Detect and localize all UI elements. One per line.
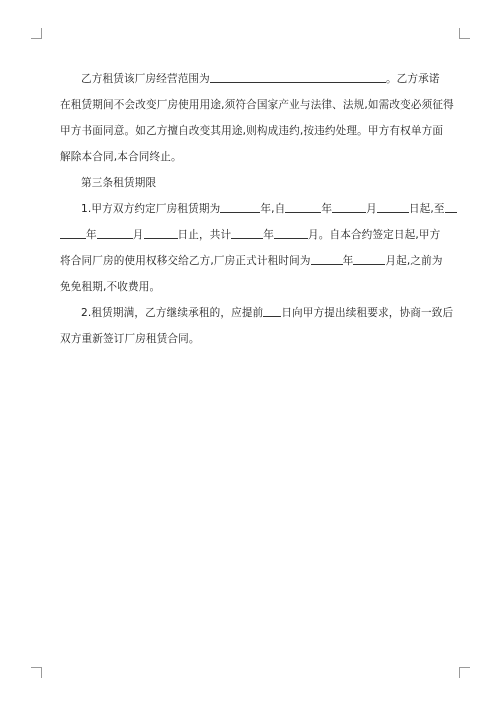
- fill-blank-end-day[interactable]: [144, 226, 178, 239]
- fill-blank-start-day[interactable]: [377, 200, 409, 213]
- paragraph-line: [60, 300, 454, 326]
- paragraph-line: 免免租期,不收费用。: [60, 281, 161, 293]
- text-run: 。乙方承诺: [385, 73, 440, 85]
- fill-blank-total-years[interactable]: [231, 226, 263, 239]
- text-run: 乙方租赁该厂房经营范围为: [81, 73, 210, 85]
- fill-blank-rent-year[interactable]: [311, 252, 343, 265]
- text-run: 日止，共计: [177, 229, 232, 241]
- text-run: 将合同厂房的使用权移交给乙方,厂房正式计租时间为: [60, 255, 311, 267]
- paragraph-line: 双方重新签订厂房租赁合同。: [60, 333, 200, 345]
- crop-mark-top-left: [31, 28, 42, 39]
- document-body: [60, 66, 454, 352]
- text-run: 年: [263, 229, 274, 241]
- fill-blank-end-year-a[interactable]: [445, 200, 457, 213]
- paragraph-line: 甲方书面同意。如乙方擅自改变其用途,则构成违约,按违约处理。甲方有权单方面: [60, 125, 444, 137]
- section-heading: 第三条租赁期限: [81, 177, 157, 189]
- text-run: 日起,至: [408, 203, 445, 215]
- fill-blank-end-year-b[interactable]: [60, 226, 86, 239]
- text-run: 月: [132, 229, 144, 241]
- text-run: 年: [342, 255, 354, 267]
- crop-mark-bottom-left: [31, 667, 42, 678]
- text-run: 2.租赁期满，乙方继续承租的，应提前: [81, 307, 264, 319]
- crop-mark-top-right: [459, 28, 470, 39]
- text-run: 年: [86, 229, 97, 241]
- text-run: 年: [321, 203, 333, 215]
- text-run: 月起,之前为: [385, 255, 443, 267]
- fill-blank-start-month[interactable]: [332, 200, 366, 213]
- fill-blank-scope[interactable]: [210, 70, 386, 83]
- paragraph-line: [60, 196, 445, 222]
- fill-blank-rent-month[interactable]: [353, 252, 385, 265]
- paragraph-line: [60, 222, 445, 248]
- fill-blank-end-month[interactable]: [97, 226, 133, 239]
- crop-mark-bottom-right: [459, 667, 470, 678]
- paragraph-line: [60, 66, 445, 92]
- fill-blank-years[interactable]: [220, 200, 260, 213]
- text-run: 月。自本合约签定日起,甲方: [307, 229, 441, 241]
- text-run: 日向甲方提出续租要求，协商一致后: [281, 307, 454, 319]
- paragraph-line: 在租赁期间不会改变厂房使用用途,须符合国家产业与法律、法规,如需改变必须征得: [60, 99, 454, 111]
- text-run: 1.甲方双方约定厂房租赁期为: [81, 203, 221, 215]
- text-run: 月: [366, 203, 377, 215]
- text-run: 年,自: [260, 203, 286, 215]
- paragraph-line: 解除本合同,本合同终止。: [60, 151, 182, 163]
- fill-blank-total-months[interactable]: [274, 226, 308, 239]
- paragraph-line: [60, 248, 445, 274]
- fill-blank-notice-days[interactable]: [263, 304, 281, 317]
- fill-blank-start-year[interactable]: [285, 200, 321, 213]
